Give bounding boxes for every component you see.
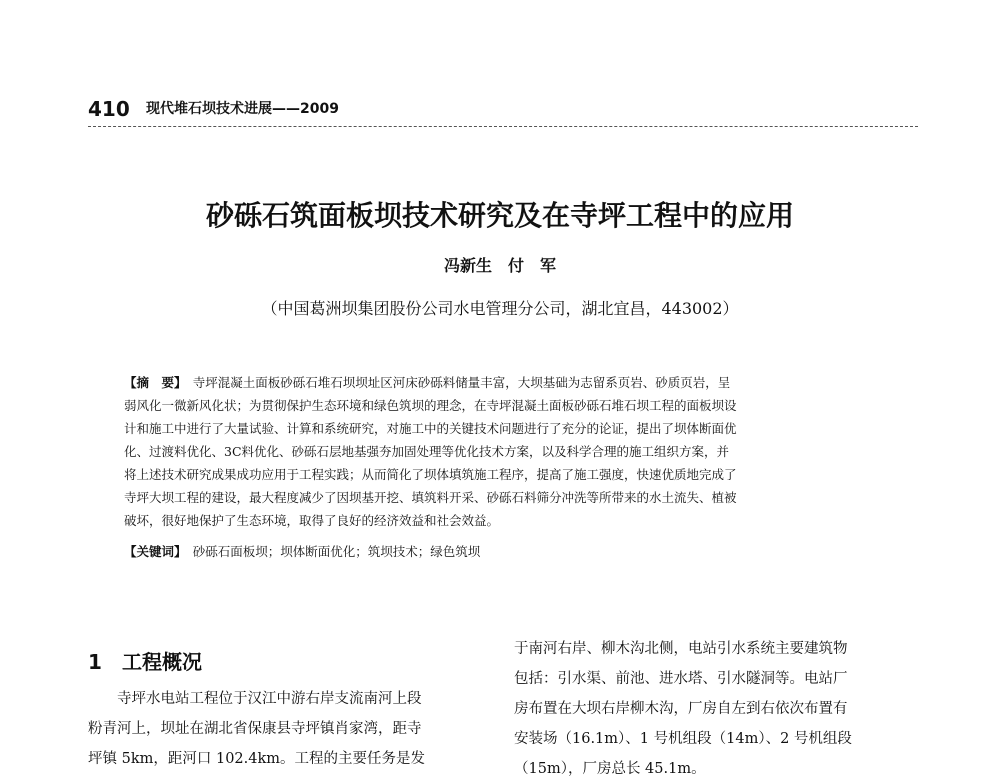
article-title: 砂砾石筑面板坝技术研究及在寺坪工程中的应用 [205, 199, 794, 232]
abstract-text: 寺坪混凝土面板砂砾石堆石坝坝址区河床砂砾料储量丰富，大坝基础为志留系页岩、砂质页岩，呈 [192, 375, 731, 390]
article-authors: 冯新生 付 军 [443, 256, 556, 275]
right-column [514, 634, 918, 784]
running-header [88, 94, 918, 124]
abstract-line: 计和施工中进行了大量试验、计算和系统研究，对施工中的关键技术问题进行了充分的论证，提出了坝体断面优 [124, 421, 737, 436]
body-line: 粉青河上，坝址在湖北省保康县寺坪镇肖家湾，距寺 [88, 721, 422, 737]
section-heading-text: 工程概况 [122, 650, 202, 674]
body-line: （15m），厂房总长 45.1m。 [514, 761, 706, 777]
keywords-label: 【关键词】 [124, 544, 181, 559]
abstract-line: 寺坪大坝工程的建设，最大程度减少了因坝基开挖、填筑料开采、砂砾石料筛分冲洗等所带来的水土流失、植被 [124, 490, 737, 505]
abstract-line: 化、过渡料优化、3C料优化、砂砾石层地基强夯加固处理等优化技术方案，以及科学合理的施工组织方案，并 [124, 444, 730, 459]
body-line: 于南河右岸、柳木沟北侧，电站引水系统主要建筑物 [514, 641, 848, 657]
abstract [124, 371, 884, 532]
keywords-text: 砂砾石面板坝；坝体断面优化；筑坝技术；绿色筑坝 [192, 544, 481, 559]
abstract-line [124, 371, 884, 394]
page-number: 410 [88, 97, 130, 121]
body-line: 房布置在大坝右岸柳木沟，厂房自左到右依次布置有 [514, 701, 848, 717]
body-line: 包括：引水渠、前池、进水塔、引水隧洞等。电站厂 [514, 671, 848, 687]
keywords [124, 540, 884, 563]
abstract-line: 弱风化一微新风化状；为贯彻保护生态环境和绿色筑坝的理念，在寺坪混凝土面板砂砾石堆石坝工程的面板坝设 [124, 398, 737, 413]
author-affiliation: （中国葛洲坝集团股份公司水电管理分公司，湖北宜昌，443002） [261, 299, 739, 318]
left-column [88, 640, 492, 774]
body-line: 寺坪水电站工程位于汉江中游右岸支流南河上段 [88, 691, 422, 707]
section-number: 1 [88, 650, 102, 674]
abstract-line: 将上述技术研究成果成功应用于工程实践；从而简化了坝体填筑施工程序，提高了施工强度，快速优质地完成了 [124, 467, 737, 482]
section-heading [88, 640, 492, 684]
header-divider [88, 126, 918, 127]
body-line: 坪镇 5km，距河口 102.4km。工程的主要任务是发 [88, 751, 426, 767]
abstract-line: 破坏，很好地保护了生态环境，取得了良好的经济效益和社会效益。 [124, 513, 500, 528]
body-line: 安装场（16.1m）、1 号机组段（14m）、2 号机组段 [514, 731, 852, 747]
journal-title: 现代堆石坝技术进展——2009 [146, 101, 339, 117]
abstract-label: 【摘 要】 [124, 375, 181, 390]
